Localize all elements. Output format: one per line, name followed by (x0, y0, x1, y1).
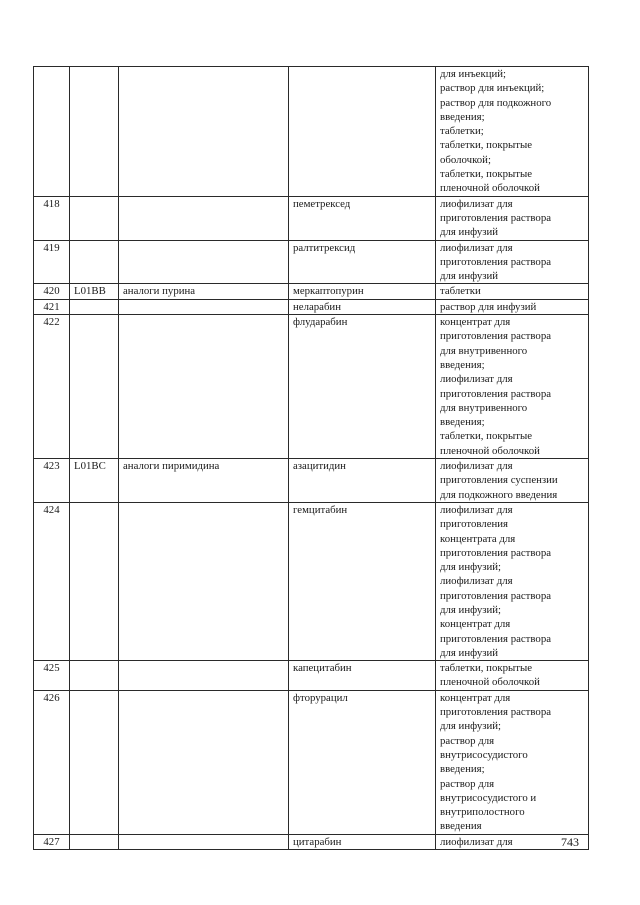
pharmacological-group (119, 299, 289, 314)
drug-name: пеметрексед (289, 196, 436, 240)
drug-name (289, 67, 436, 197)
drug-name: гемцитабин (289, 502, 436, 660)
drug-list-table (33, 66, 589, 850)
row-number: 424 (34, 502, 70, 660)
table-row (34, 67, 589, 197)
table-row (34, 299, 589, 314)
dosage-form: концентрат для приготовления раствора для внутривенного введения; лиофилизат для приготовления раствора для внутривенного введения; таблетки, покрытые пленочной оболочкой (436, 315, 589, 459)
dosage-form: таблетки, покрытые пленочной оболочкой (436, 661, 589, 691)
atc-code (70, 834, 119, 849)
drug-name: неларабин (289, 299, 436, 314)
table-row (34, 284, 589, 299)
table-row (34, 196, 589, 240)
pharmacological-group (119, 502, 289, 660)
atc-code (70, 67, 119, 197)
table-row (34, 690, 589, 834)
table-row (34, 834, 589, 849)
table-row (34, 661, 589, 691)
pharmacological-group (119, 196, 289, 240)
atc-code (70, 502, 119, 660)
dosage-form: лиофилизат для приготовления раствора для инфузий (436, 240, 589, 284)
dosage-form: лиофилизат для (436, 834, 589, 849)
page-number: 743 (561, 835, 579, 849)
atc-code (70, 661, 119, 691)
drug-name: ралтитрексид (289, 240, 436, 284)
table-row (34, 240, 589, 284)
pharmacological-group (119, 240, 289, 284)
atc-code (70, 315, 119, 459)
pharmacological-group (119, 690, 289, 834)
row-number: 418 (34, 196, 70, 240)
drug-name: флударабин (289, 315, 436, 459)
table-row (34, 459, 589, 503)
drug-name: цитарабин (289, 834, 436, 849)
atc-code: L01BC (70, 459, 119, 503)
dosage-form: лиофилизат для приготовления суспензии для подкожного введения (436, 459, 589, 503)
row-number: 423 (34, 459, 70, 503)
atc-code (70, 299, 119, 314)
drug-name: фторурацил (289, 690, 436, 834)
dosage-form: лиофилизат для приготовления концентрата для приготовления раствора для инфузий; лиофилизат для приготовления раствора для инфузий; концентрат для приготовления раствора для инфузий (436, 502, 589, 660)
pharmacological-group: аналоги пиримидина (119, 459, 289, 503)
row-number: 419 (34, 240, 70, 284)
atc-code: L01BB (70, 284, 119, 299)
table-row (34, 502, 589, 660)
drug-name: капецитабин (289, 661, 436, 691)
dosage-form: для инъекций; раствор для инъекций; раствор для подкожного введения; таблетки; таблетки, покрытые оболочкой; таблетки, покрытые пленочной оболочкой (436, 67, 589, 197)
row-number: 426 (34, 690, 70, 834)
pharmacological-group (119, 834, 289, 849)
atc-code (70, 196, 119, 240)
atc-code (70, 240, 119, 284)
row-number: 425 (34, 661, 70, 691)
pharmacological-group (119, 67, 289, 197)
row-number: 420 (34, 284, 70, 299)
row-number (34, 67, 70, 197)
pharmacological-group: аналоги пурина (119, 284, 289, 299)
dosage-form: таблетки (436, 284, 589, 299)
drug-name: азацитидин (289, 459, 436, 503)
dosage-form: лиофилизат для приготовления раствора для инфузий (436, 196, 589, 240)
row-number: 421 (34, 299, 70, 314)
table-row (34, 315, 589, 459)
row-number: 422 (34, 315, 70, 459)
row-number: 427 (34, 834, 70, 849)
drug-name: меркаптопурин (289, 284, 436, 299)
dosage-form: раствор для инфузий (436, 299, 589, 314)
table-body (34, 67, 589, 850)
atc-code (70, 690, 119, 834)
pharmacological-group (119, 661, 289, 691)
dosage-form: концентрат для приготовления раствора для инфузий; раствор для внутрисосудистого введения; раствор для внутрисосудистого и внутриполостного введения (436, 690, 589, 834)
pharmacological-group (119, 315, 289, 459)
